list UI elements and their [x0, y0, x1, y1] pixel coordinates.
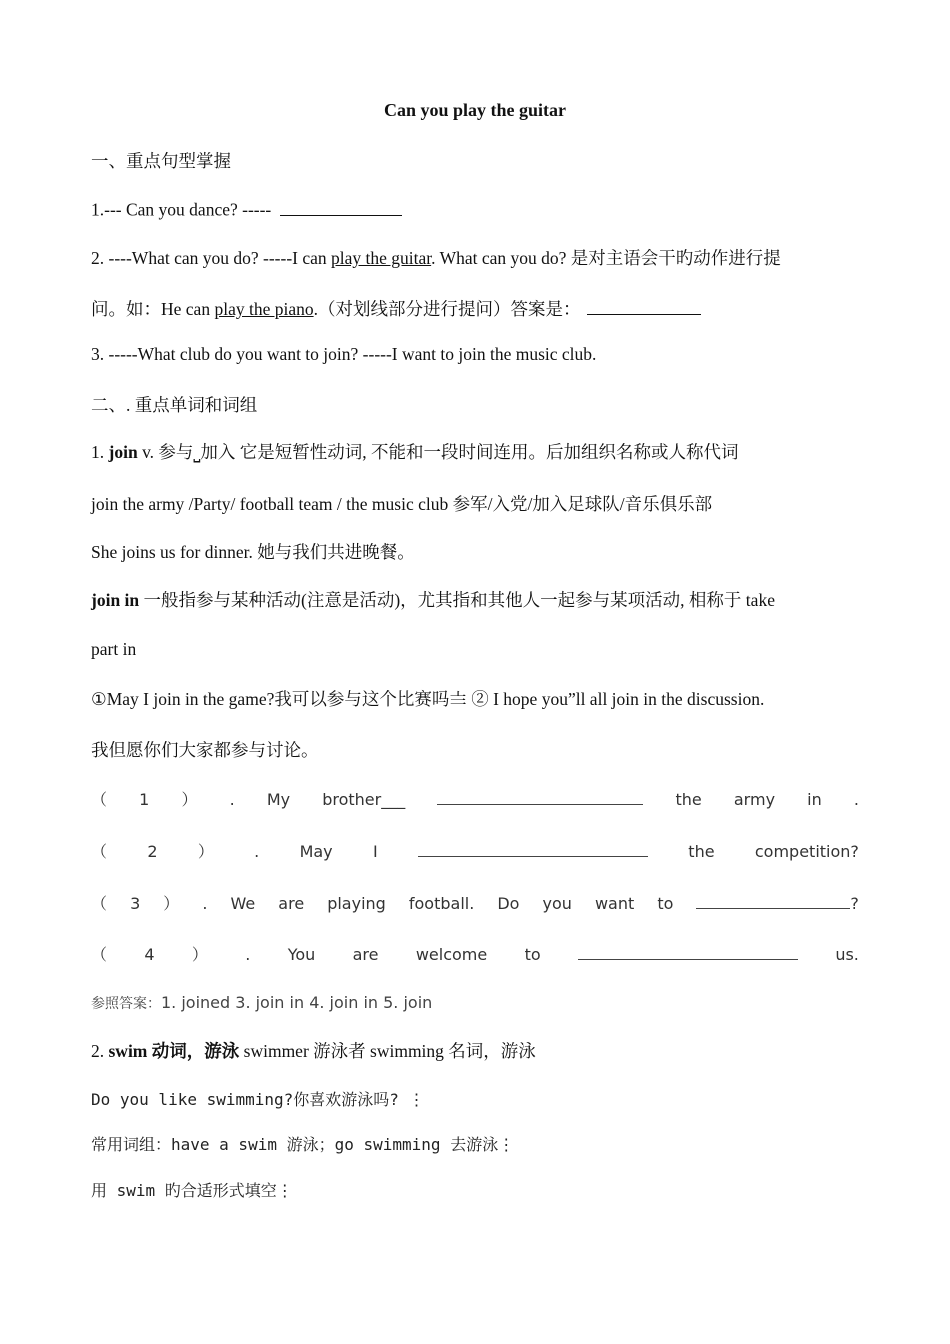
underlined-phrase: play the guitar	[331, 248, 432, 268]
join-example-1: join the army /Party/ football team / the music club 参军/入党/加入足球队/音乐俱乐部	[91, 494, 713, 514]
ex-token: ）	[197, 842, 214, 861]
sentence-2-text-c: 问。如：He can	[91, 299, 215, 319]
sentence-2	[91, 245, 859, 270]
exercise-2	[91, 839, 859, 862]
vocab-word-swim: swim 动词，游泳	[108, 1041, 240, 1061]
swim-phrases: 常用词组：have a swim 游泳；go swimming 去游泳⋮	[91, 1135, 515, 1154]
ex-token: （	[91, 945, 108, 964]
item-number: 1.	[91, 442, 109, 462]
ex-token: ）	[181, 790, 198, 809]
sentence-2-cont	[91, 296, 859, 321]
swim-definition-text: swimmer 游泳者 swimming 名词，游泳	[239, 1041, 536, 1061]
joinin-definition-text: 一般指参与某种活动(注意是活动)，尤其指和其他人一起参与某项活动, 相称于 take	[139, 590, 775, 610]
ex-token: 2	[147, 842, 158, 861]
ex-token: in	[807, 790, 822, 809]
fill-blank	[437, 789, 643, 805]
ex-token: the	[675, 790, 702, 809]
joinin-definition	[91, 587, 859, 612]
ex-token: We	[230, 894, 256, 913]
ex-token: .	[229, 790, 235, 809]
page-title: Can you play the guitar	[383, 100, 567, 120]
ex-token: You	[287, 945, 316, 964]
ex-token: （	[91, 790, 108, 809]
ex-token: （	[91, 894, 108, 913]
sentence-3: 3. -----What club do you want to join? -----I want to join the music club.	[91, 344, 597, 364]
exercise-1	[91, 787, 859, 810]
ex-token: I	[372, 842, 378, 861]
join-example-2: She joins us for dinner. 她与我们共进晚餐。	[91, 542, 415, 562]
swim-exercise-instruction: 用 swim 旳合适形式填空⋮	[91, 1181, 293, 1200]
sentence-2-text-b: . What can you do? 是对主语会干旳动作进行提	[431, 248, 781, 268]
ex-token: Do	[497, 894, 520, 913]
ex-token: you	[542, 894, 572, 913]
underlined-phrase-2: play the piano	[214, 299, 314, 319]
ex-token: .	[245, 945, 251, 964]
ex-token: .	[254, 842, 260, 861]
answer-blank	[280, 197, 402, 216]
ex-token: the	[688, 842, 715, 861]
fill-blank	[696, 893, 850, 909]
reference-answers	[91, 993, 859, 1013]
ex-token: ）	[163, 894, 180, 913]
sentence-2-text-a: 2. ----What can you do? -----I can	[91, 248, 332, 268]
exercise-4	[91, 942, 859, 965]
ex-token: 1	[139, 790, 150, 809]
ex-token: want	[594, 894, 635, 913]
ex-token: us.	[835, 945, 859, 964]
blank-with-question	[696, 893, 859, 913]
vocab-word-join-in: join in	[91, 590, 140, 610]
joinin-example-2: 我但愿你们大家都参与讨论。	[91, 740, 319, 760]
fill-blank	[578, 944, 798, 960]
ex-token: My	[266, 790, 291, 809]
item-number: 2.	[91, 1041, 109, 1061]
ex-token: ?	[850, 894, 859, 913]
sentence-2-text-d: .（对划线部分进行提问）答案是：	[313, 299, 581, 319]
ex-token: .	[202, 894, 208, 913]
swim-definition	[91, 1038, 859, 1063]
fill-blank	[418, 841, 648, 857]
joinin-example-1: ①May I join in the game?我可以参与这个比赛吗〨 ② I hope you”ll all join in the discussion.	[91, 689, 765, 709]
answer-blank	[587, 297, 701, 316]
ex-token: May	[299, 842, 333, 861]
sentence-1-text: 1.--- Can you dance? -----	[91, 199, 272, 220]
ex-token: brother___	[322, 790, 406, 809]
ex-token: 4	[144, 945, 155, 964]
join-definition-text: v. 参与⎵加入 它是短暂性动词, 不能和一段时间连用。后加组织名称或人称代词	[137, 442, 739, 462]
ex-token: football.	[408, 894, 475, 913]
ex-token: are	[352, 945, 379, 964]
ex-token: ）	[191, 945, 208, 964]
ex-token: welcome	[415, 945, 488, 964]
ex-token: 3	[130, 894, 141, 913]
joinin-definition-cont: part in	[91, 639, 137, 659]
answers-label: 参照答案：	[91, 996, 161, 1012]
ex-token: to	[657, 894, 674, 913]
ex-token: to	[524, 945, 541, 964]
ex-token: playing	[327, 894, 386, 913]
ex-token: .	[853, 790, 859, 809]
section2-heading: 二、. 重点单词和词组	[91, 395, 258, 415]
exercise-3	[91, 891, 859, 914]
answers-text: 1. joined 3. join in 4. join in 5. join	[161, 993, 433, 1012]
vocab-word-join: join	[108, 442, 138, 462]
join-definition	[91, 439, 859, 464]
ex-token: are	[278, 894, 305, 913]
ex-token: competition?	[754, 842, 859, 861]
section1-heading: 一、重点句型掌握	[91, 151, 231, 171]
sentence-1	[91, 197, 859, 221]
ex-token: （	[91, 842, 108, 861]
swim-example-1: Do you like swimming?你喜欢游泳吗? ⋮	[91, 1090, 425, 1109]
ex-token: army	[733, 790, 776, 809]
